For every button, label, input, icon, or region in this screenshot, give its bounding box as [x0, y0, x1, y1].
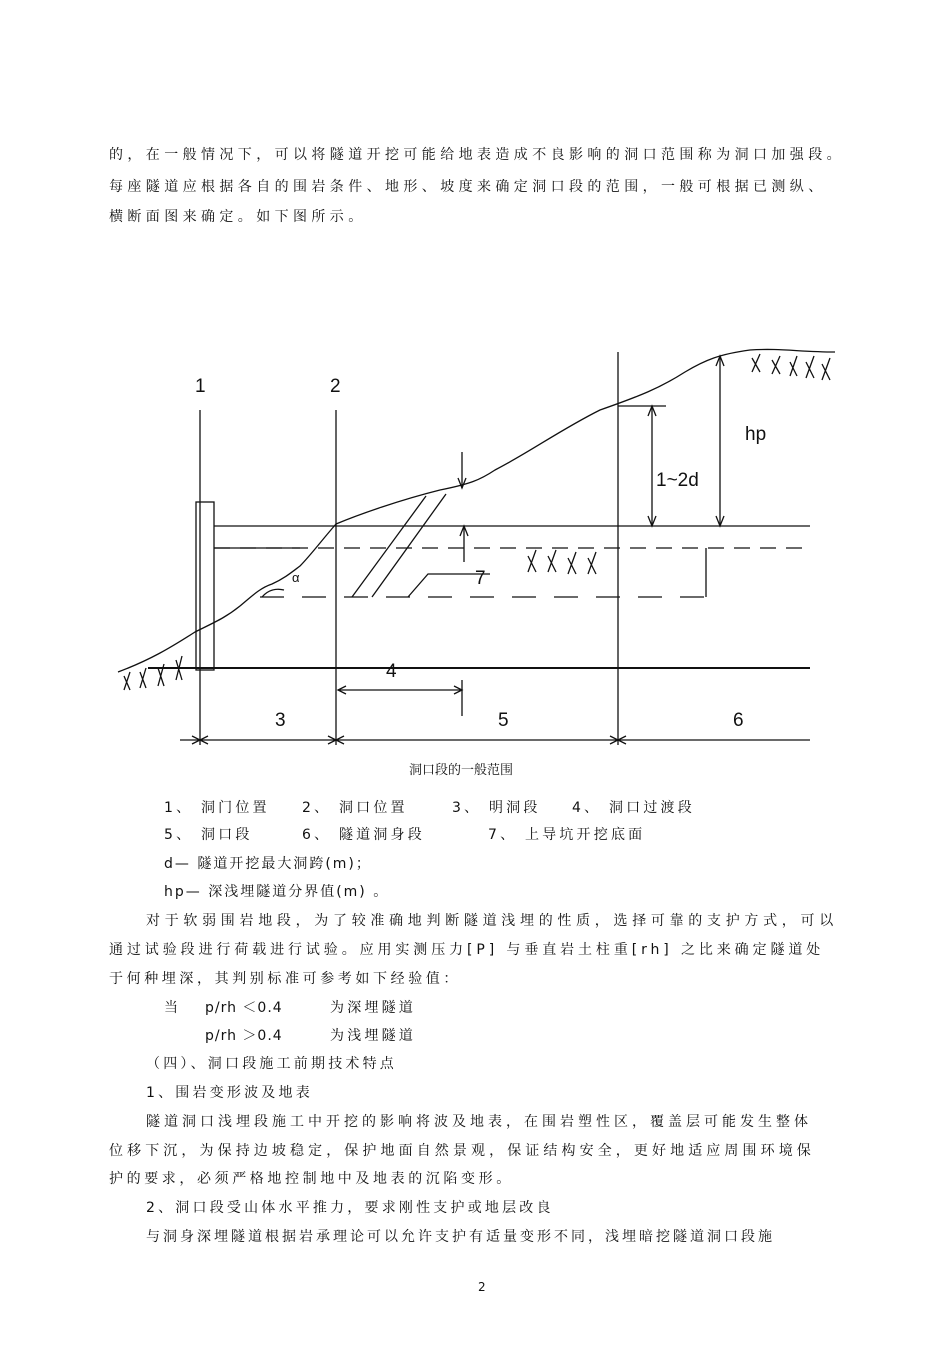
criterion-1-result: 为深埋隧道 [330, 1000, 416, 1016]
body-p1-line-2: 通过试验段进行荷载进行试验。应用实测压力[P] 与垂直岩土柱重[rh] 之比来确定隧道处 [109, 942, 825, 958]
page-number: 2 [478, 1280, 486, 1294]
label-3: 3 [275, 710, 286, 731]
label-6: 6 [733, 710, 744, 731]
legend-1: 1、 洞门位置 [164, 800, 270, 816]
criterion-when: 当 [164, 1000, 182, 1016]
definition-hp: hp— 深浅埋隧道分界值(m) 。 [164, 884, 390, 900]
label-1: 1 [195, 376, 206, 397]
legend-2: 2、 洞口位置 [302, 800, 408, 816]
excavation-slope-1 [352, 496, 426, 597]
body-p3-line-1: 与洞身深埋隧道根据岩承理论可以允许支护有适量变形不同，浅埋暗挖隧道洞口段施 [146, 1229, 775, 1245]
label-5: 5 [498, 710, 509, 731]
heading-4-1: 1、围岩变形波及地表 [146, 1085, 313, 1101]
body-p1-line-1: 对于软弱围岩地段，为了较准确地判断隧道浅埋的性质，选择可靠的支护方式，可以 [146, 913, 838, 929]
label-alpha: α [292, 570, 300, 585]
criterion-2-ratio: p/rh ＞0.4 [205, 1028, 283, 1044]
body-p1-line-3: 于何种埋深，其判别标准可参考如下经验值： [109, 971, 461, 987]
intro-line-2: 每座隧道应根据各自的围岩条件、地形、坡度来确定洞口段的范围，一般可根据已测纵、 [109, 179, 827, 195]
figure-caption: 洞口段的一般范围 [409, 763, 514, 778]
vegetation-hatch-top [752, 354, 830, 380]
intro-line-3: 横断面图来确定。如下图所示。 [109, 209, 367, 225]
legend-4: 4、 洞口过渡段 [572, 800, 695, 816]
rock-hatch-mid [528, 550, 596, 574]
body-p2-line-1: 隧道洞口浅埋段施工中开挖的影响将波及地表，在围岩塑性区，覆盖层可能发生整体 [146, 1114, 812, 1130]
legend-7: 7、 上导坑开挖底面 [488, 827, 646, 843]
excavation-slope-2 [372, 494, 446, 597]
label-1-2d: 1~2d [656, 470, 699, 491]
definition-d: d— 隧道开挖最大洞跨(m)； [164, 856, 372, 872]
portal-wall [196, 502, 214, 670]
heading-4-2: 2、洞口段受山体水平推力，要求刚性支护或地层改良 [146, 1200, 554, 1216]
label-4: 4 [386, 661, 397, 682]
legend-5: 5、 洞口段 [164, 827, 253, 843]
criterion-2-result: 为浅埋隧道 [330, 1028, 416, 1044]
body-p2-line-2: 位移下沉，为保持边坡稳定，保护地面自然景观，保证结构安全，更好地适应周围环境保 [109, 1143, 815, 1159]
body-p2-line-3: 护的要求，必须严格地控制地中及地表的沉陷变形。 [109, 1171, 514, 1187]
vegetation-hatch-left [124, 656, 182, 690]
label-2: 2 [330, 376, 341, 397]
legend-6: 6、 隧道洞身段 [302, 827, 425, 843]
intro-line-1: 的，在一般情况下，可以将隧道开挖可能给地表造成不良影响的洞口范围称为洞口加强段。 [109, 147, 845, 163]
criterion-1-ratio: p/rh ＜0.4 [205, 1000, 283, 1016]
label-7: 7 [475, 568, 486, 589]
legend-3: 3、 明洞段 [452, 800, 541, 816]
ground-surface-line [118, 349, 835, 672]
label-hp: hp [745, 424, 767, 445]
heading-section-4: （四）、洞口段施工前期技术特点 [146, 1056, 397, 1072]
